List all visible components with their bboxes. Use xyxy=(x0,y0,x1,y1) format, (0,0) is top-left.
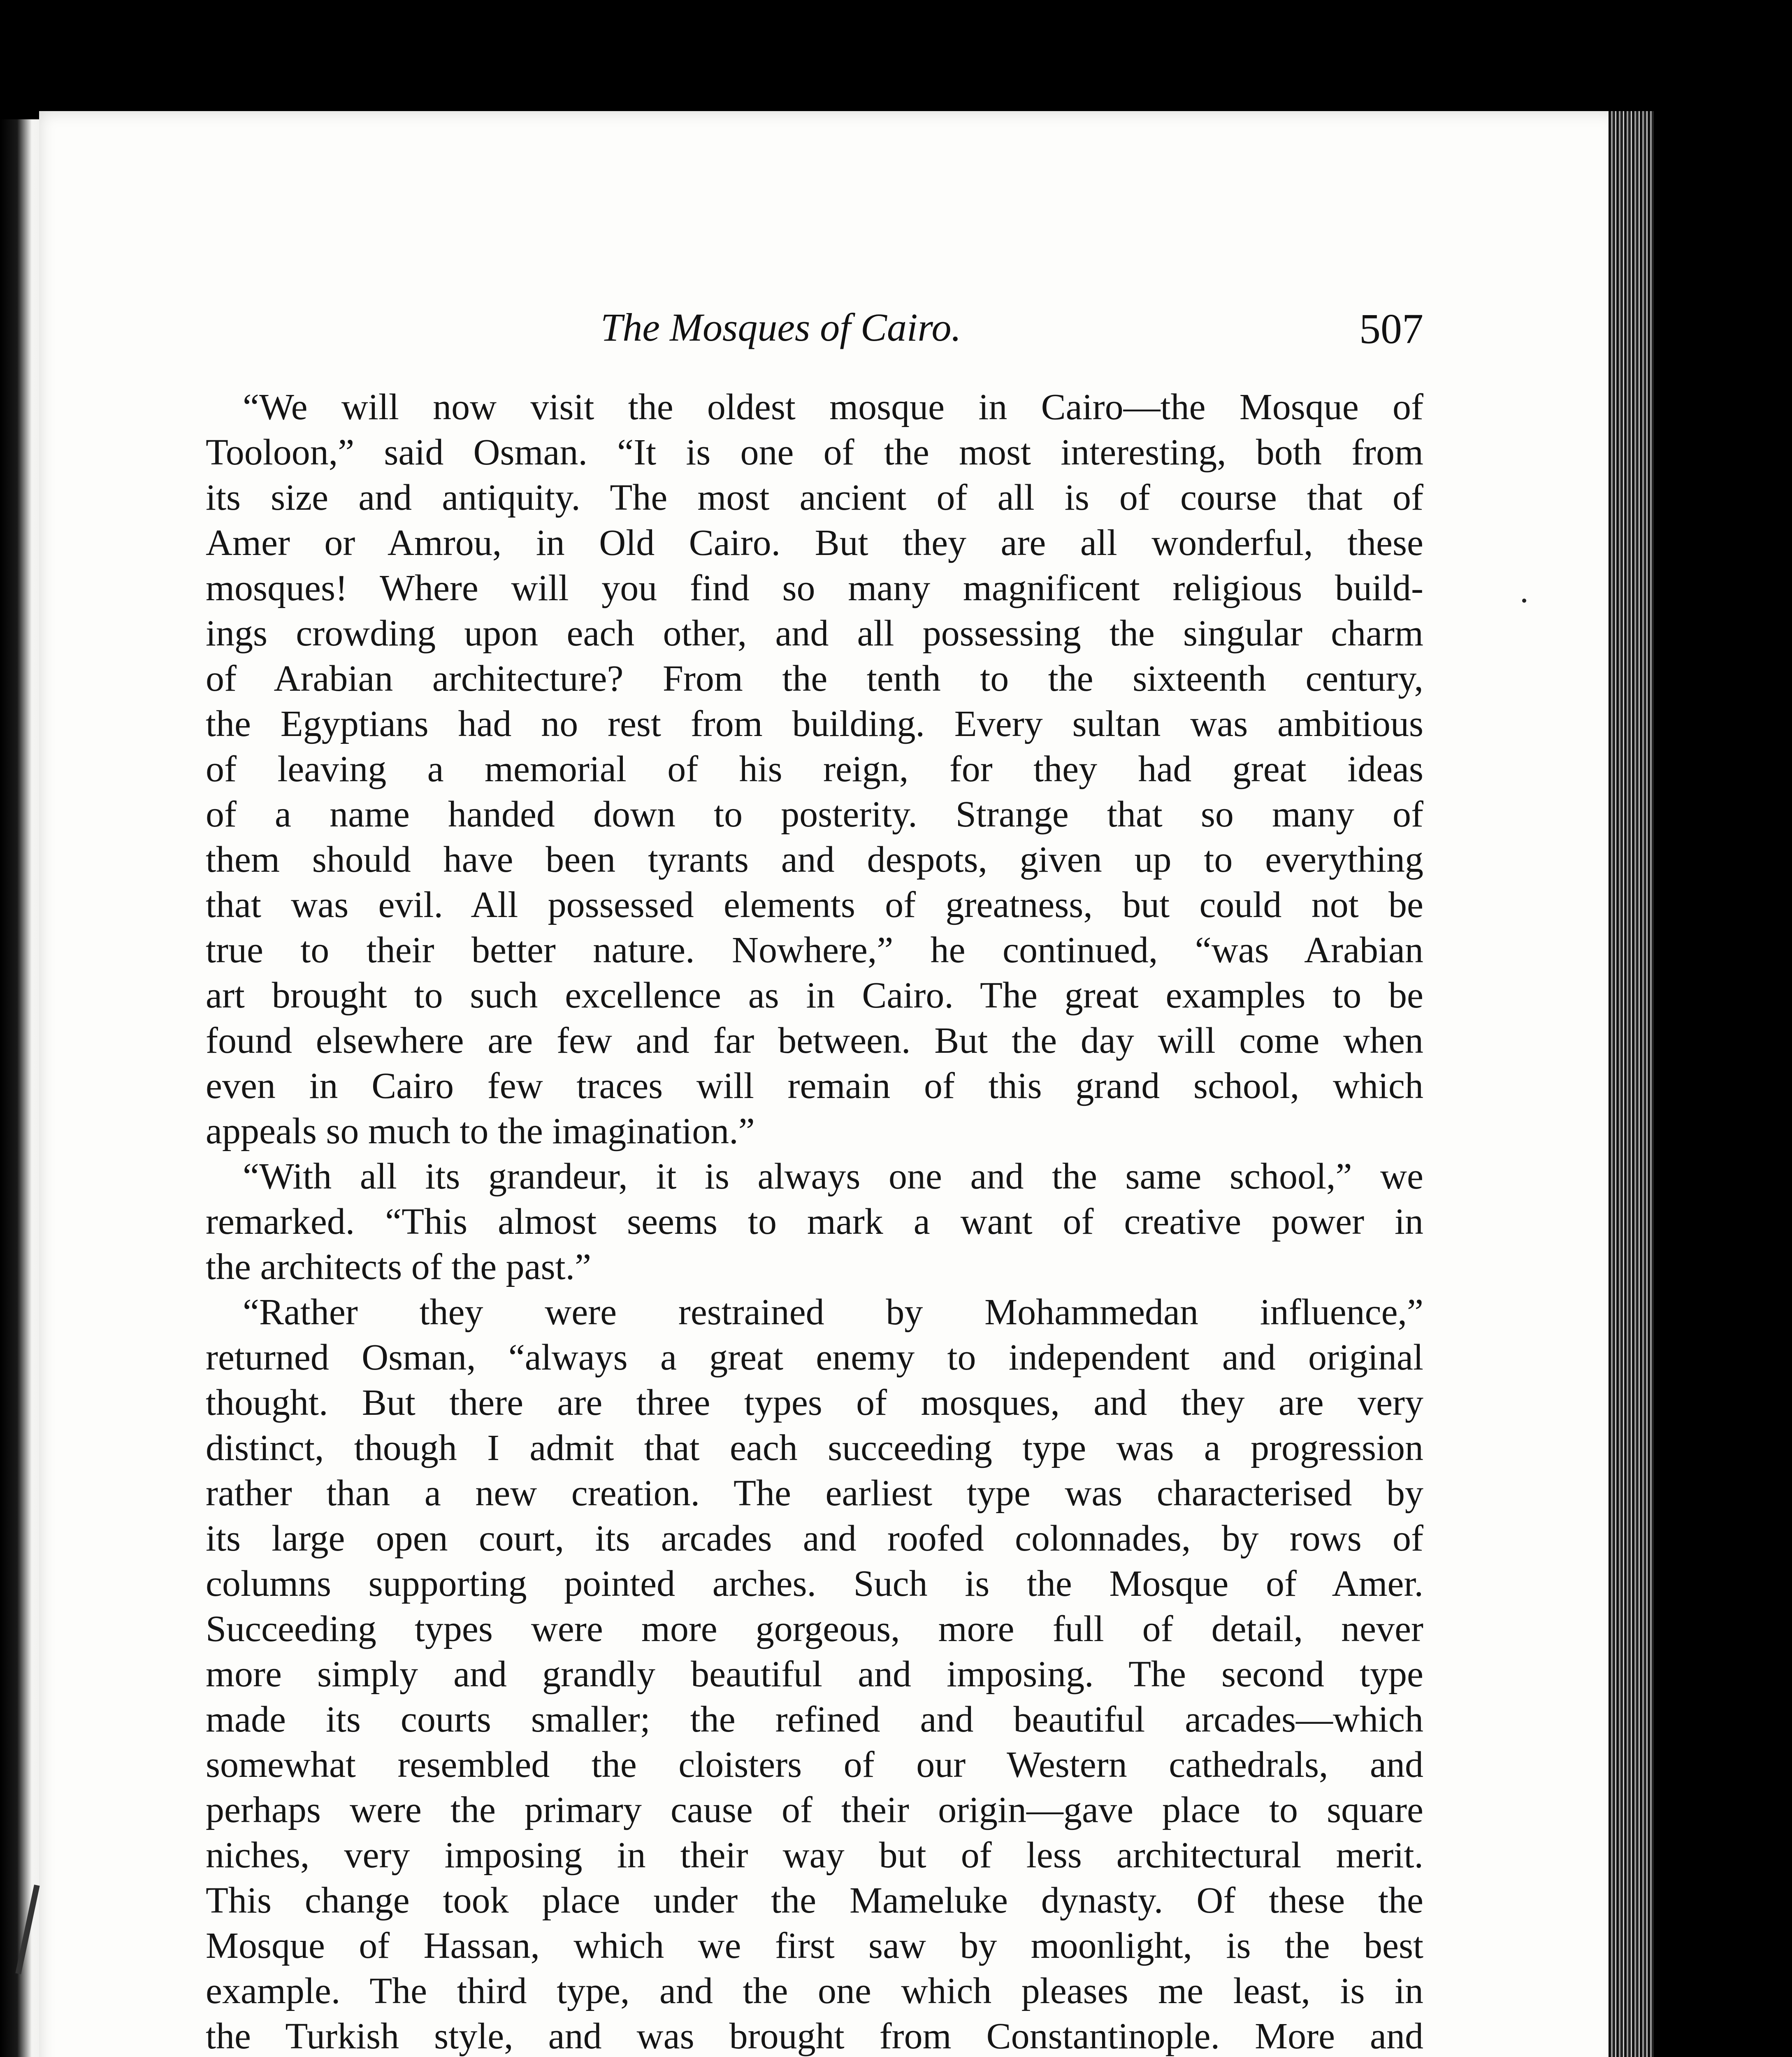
page-edges xyxy=(1609,111,1654,2057)
text-line: mosques! Where will you find so many magnificent religious build- xyxy=(206,568,1423,608)
text-line: Amer or Amrou, in Old Cairo. But they are all wonderful, these xyxy=(206,522,1423,563)
text-line: even in Cairo few traces will remain of this grand school, which xyxy=(206,1066,1423,1106)
text-line: “Rather they were restrained by Mohammedan influence,” xyxy=(243,1292,1423,1333)
text-line: perhaps were the primary cause of their origin—gave place to square xyxy=(206,1790,1423,1830)
text-line: the Egyptians had no rest from building. Every sultan was ambitious xyxy=(206,703,1423,744)
text-line: distinct, though I admit that each succeeding type was a progression xyxy=(206,1428,1423,1468)
text-line: its size and antiquity. The most ancient of all is of course that of xyxy=(206,477,1423,518)
page-speck xyxy=(1522,599,1526,603)
text-line: “We will now visit the oldest mosque in Cairo—the Mosque of xyxy=(243,387,1423,427)
text-line: Succeeding types were more gorgeous, more full of detail, never xyxy=(206,1609,1423,1649)
text-line: appeals so much to the imagination.” xyxy=(206,1111,755,1152)
text-line: true to their better nature. Nowhere,” he continued, “was Arabian xyxy=(206,930,1423,970)
text-line: art brought to such excellence as in Cairo. The great examples to be xyxy=(206,975,1423,1016)
text-line: somewhat resembled the cloisters of our Western cathedrals, and xyxy=(206,1744,1423,1785)
text-line: Mosque of Hassan, which we first saw by moonlight, is the best xyxy=(206,1925,1423,1966)
text-line: its large open court, its arcades and roofed colonnades, by rows of xyxy=(206,1518,1423,1559)
running-title: The Mosques of Cairo. xyxy=(601,305,961,349)
body-text xyxy=(206,385,1423,2057)
running-head xyxy=(206,304,1423,362)
text-line: “With all its grandeur, it is always one and the same school,” we xyxy=(243,1156,1423,1197)
text-line: more simply and grandly beautiful and imposing. The second type xyxy=(206,1654,1423,1695)
text-line: that was evil. All possessed elements of greatness, but could not be xyxy=(206,885,1423,925)
text-line: of leaving a memorial of his reign, for they had great ideas xyxy=(206,749,1423,789)
text-line: the architects of the past.” xyxy=(206,1247,592,1287)
text-line: of a name handed down to posterity. Strange that so many of xyxy=(206,794,1423,835)
text-line: ings crowding upon each other, and all possessing the singular charm xyxy=(206,613,1423,654)
text-line: them should have been tyrants and despots, given up to everything xyxy=(206,839,1423,880)
text-line: Tooloon,” said Osman. “It is one of the most interesting, both from xyxy=(206,432,1423,473)
page-number: 507 xyxy=(1359,305,1423,353)
text-line: rather than a new creation. The earliest type was characterised by xyxy=(206,1473,1423,1514)
text-line: niches, very imposing in their way but of less architectural merit. xyxy=(206,1835,1423,1876)
text-line: the Turkish style, and was brought from Constantinople. More and xyxy=(206,2016,1423,2057)
text-line: returned Osman, “always a great enemy to independent and original xyxy=(206,1337,1423,1378)
text-line: thought. But there are three types of mosques, and they are very xyxy=(206,1382,1423,1423)
text-line: remarked. “This almost seems to mark a want of creative power in xyxy=(206,1201,1423,1242)
text-line: found elsewhere are few and far between. But the day will come when xyxy=(206,1020,1423,1061)
text-line: This change took place under the Mameluke dynasty. Of these the xyxy=(206,1880,1423,1921)
text-line: example. The third type, and the one which pleases me least, is in xyxy=(206,1971,1423,2011)
text-line: made its courts smaller; the refined and beautiful arcades—which xyxy=(206,1699,1423,1740)
text-line: columns supporting pointed arches. Such is the Mosque of Amer. xyxy=(206,1563,1423,1604)
text-line: of Arabian architecture? From the tenth to the sixteenth century, xyxy=(206,658,1423,699)
